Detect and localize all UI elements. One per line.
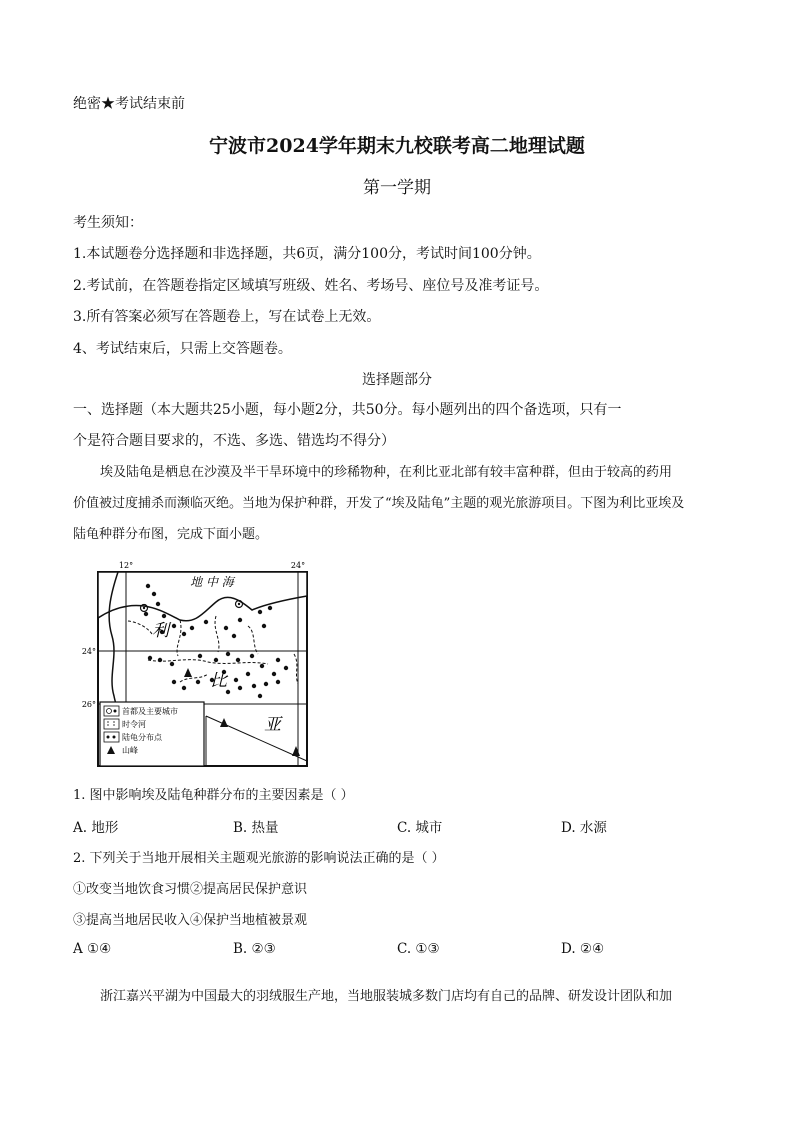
q1-option-c: C. 城市	[397, 820, 443, 836]
q1-option-d: D. 水源	[561, 820, 607, 836]
question-1-stem: 1. 图中影响埃及陆龟种群分布的主要因素是（ ）	[73, 788, 354, 803]
passage-1-line-2: 价值被过度捕杀而濒临灭绝。当地为保护种群，开发了“埃及陆龟”主题的观光旅游项目。下图为利比亚埃及	[73, 496, 685, 511]
lat-top-label: 24°	[81, 647, 96, 656]
libya-tortoise-map	[81, 556, 320, 770]
q2-option-c: C. ①③	[397, 941, 440, 957]
exam-title: 宁波市2024学年期末九校联考高二地理试题	[209, 135, 585, 157]
question-2-stem: 2. 下列关于当地开展相关主题观光旅游的影响说法正确的是（ ）	[73, 851, 445, 866]
legend-tortoise-label: 陆龟分布点	[122, 733, 162, 742]
exam-subtitle: 第一学期	[363, 178, 431, 198]
map-legend	[100, 702, 204, 766]
q2-option-b: B. ②③	[233, 941, 276, 957]
q2-option-a: A ①④	[73, 941, 112, 957]
section-instruction-2: 个是符合题目要求的，不选、多选、错选均不得分）	[73, 433, 395, 449]
legend-city-label: 首都及主要城市	[122, 707, 178, 716]
notice-item-2: 2.考试前，在答题卷指定区域填写班级、姓名、考场号、座位号及准考证号。	[73, 278, 549, 294]
section-instruction-1: 一、选择题（本大题共25小题，每小题2分，共50分。每小题列出的四个备选项，只有一	[73, 402, 622, 418]
notice-heading: 考生须知：	[73, 215, 143, 231]
q1-option-b: B. 热量	[233, 820, 279, 836]
q2-option-d: D. ②④	[561, 941, 605, 957]
q2-statement-2: ③提高当地居民收入④保护当地植被景观	[73, 913, 308, 928]
passage-1-line-1: 埃及陆龟是栖息在沙漠及半干旱环境中的珍稀物种，在利比亚北部有较丰富种群，但由于较高的药用	[100, 465, 673, 480]
passage-1-line-3: 陆龟种群分布图，完成下面小题。	[73, 527, 269, 542]
notice-item-4: 4、考试结束后，只需上交答题卷。	[73, 341, 292, 357]
country-char-1: 利	[152, 621, 169, 641]
country-char-3: 亚	[264, 715, 281, 735]
secrecy-label: 绝密★考试结束前	[73, 96, 185, 112]
sea-label: 地 中 海	[190, 575, 234, 589]
q2-statement-1: ①改变当地饮食习惯②提高居民保护意识	[73, 882, 308, 897]
legend-peak-label: 山峰	[122, 746, 138, 755]
lon-right-label: 24°	[290, 561, 306, 570]
q1-option-a: A. 地形	[73, 820, 119, 836]
part-title: 选择题部分	[362, 372, 432, 388]
country-char-2: 比	[210, 671, 227, 691]
lon-left-label: 12°	[118, 561, 134, 570]
notice-item-1: 1.本试题卷分选择题和非选择题，共6页，满分100分，考试时间100分钟。	[73, 246, 541, 262]
passage-2-line-1: 浙江嘉兴平湖为中国最大的羽绒服生产地，当地服装城多数门店均有自己的品牌、研发设计团队和加	[100, 989, 673, 1004]
lat-bottom-label: 26°	[81, 700, 96, 709]
notice-item-3: 3.所有答案必须写在答题卷上，写在试卷上无效。	[73, 309, 381, 325]
legend-river-label: 时令河	[122, 720, 146, 729]
